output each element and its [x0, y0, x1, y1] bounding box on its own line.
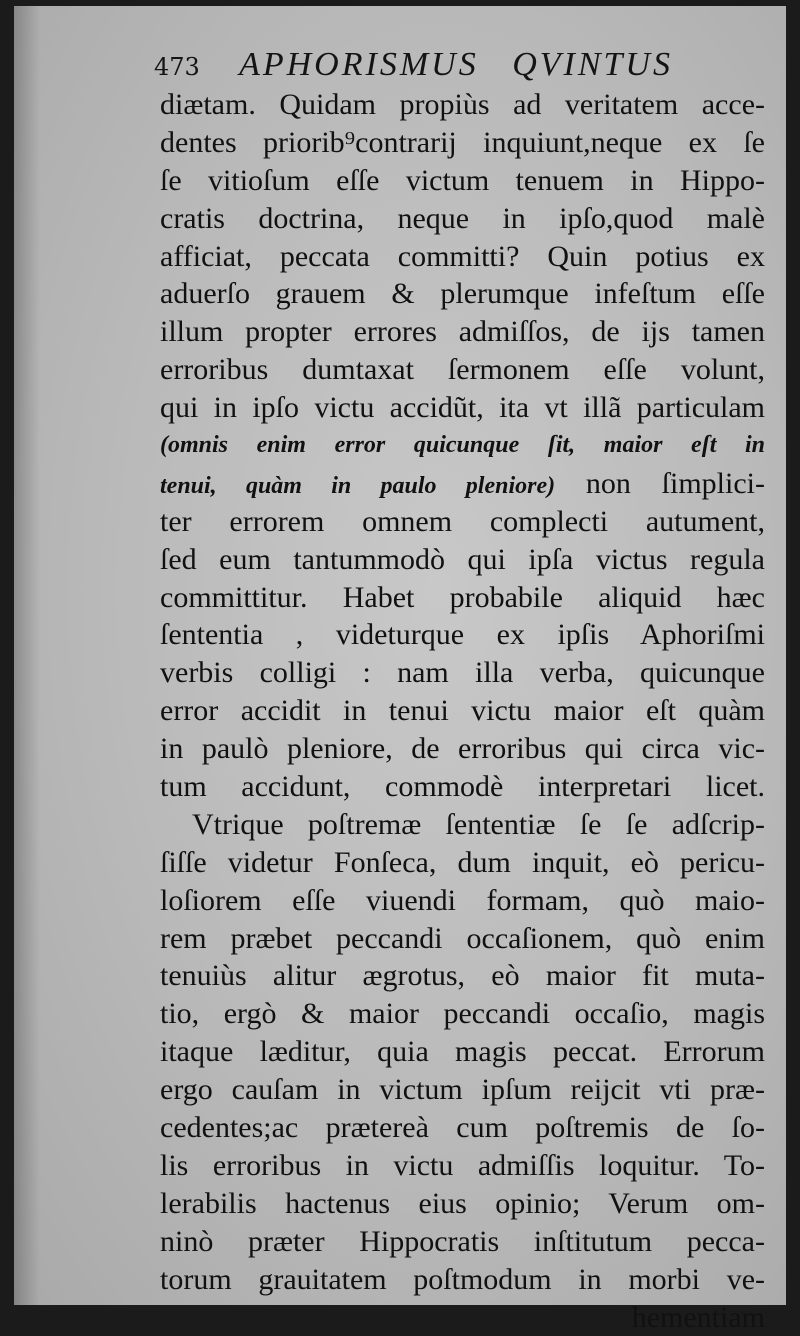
text-line: loſiorem eſſe viuendi formam, quò maio- — [160, 882, 765, 920]
text-line: in paulò pleniore, de erroribus qui circa vic- — [160, 730, 765, 768]
page-number: 473 — [154, 53, 234, 81]
text-line: ſententia , videturque ex ipſis Aphoriſmi — [160, 616, 765, 654]
text-line: error accidit in tenui victu maior eſt quàm — [160, 692, 765, 730]
text-line: ſed eum tantummodò qui ipſa victus regula — [160, 541, 765, 579]
text-line-tail: non ſimplici- — [586, 467, 765, 500]
text-line: ergo cauſam in victum ipſum reijcit vti præ- — [160, 1071, 765, 1109]
text-line: committitur. Habet probabile aliquid hæc — [160, 579, 765, 617]
text-line: rem præbet peccandi occaſionem, quò enim — [160, 920, 765, 958]
running-head — [154, 46, 673, 90]
text-line: erroribus dumtaxat ſermonem eſſe volunt, — [160, 351, 765, 389]
text-line: torum grauitatem poſtmodum in morbi ve- — [160, 1261, 765, 1299]
text-line: afficiat, peccata committi? Quin potius ex — [160, 238, 765, 276]
quoted-aphorism: tenui, quàm in paulo pleniore) — [160, 473, 555, 499]
text-line: tum accidunt, commodè interpretari licet. — [160, 768, 765, 806]
text-line: dentes priorib⁹contrarij inquiunt,neque ex ſe — [160, 124, 765, 162]
paragraph-start-line: Vtrique poſtremæ ſententiæ ſe ſe adſcrip- — [160, 806, 765, 844]
running-title: APHORISMUS QVINTUS — [239, 46, 673, 84]
text-line: cratis doctrina, neque in ipſo,quod malè — [160, 200, 765, 238]
text-line: cedentes;ac prætereà cum poſtremis de ſo- — [160, 1109, 765, 1147]
text-line: ninò præter Hippocratis inſtitutum pecca- — [160, 1223, 765, 1261]
text-line: lerabilis hactenus eius opinio; Verum om- — [160, 1185, 765, 1223]
text-line: diætam. Quidam propiùs ad veritatem acce- — [160, 86, 765, 124]
text-line-italic: (omnis enim error quicunque ſit, maior eſt in — [160, 427, 765, 465]
text-line: verbis colligi : nam illa verba, quicunque — [160, 654, 765, 692]
text-line-mixed — [160, 465, 765, 503]
book-page — [14, 6, 786, 1305]
text-line: tenuiùs alitur ægrotus, eò maior fit muta- — [160, 957, 765, 995]
text-line: aduerſo grauem & plerumque infeſtum eſſe — [160, 275, 765, 313]
catchword-line: hementiam — [160, 1299, 765, 1336]
text-line: tio, ergò & maior peccandi occaſio, magis — [160, 995, 765, 1033]
body-text — [160, 86, 765, 1336]
text-line: lis erroribus in victu admiſſis loquitur. To- — [160, 1147, 765, 1185]
text-line: illum propter errores admiſſos, de ijs tamen — [160, 313, 765, 351]
text-line: ſe vitioſum eſſe victum tenuem in Hippo- — [160, 162, 765, 200]
text-line: ter errorem omnem complecti autument, — [160, 503, 765, 541]
gutter-shadow — [14, 6, 40, 1305]
text-line: qui in ipſo victu accidũt, ita vt illã particulam — [160, 389, 765, 427]
text-line: ſiſſe videtur Fonſeca, dum inquit, eò pericu- — [160, 844, 765, 882]
text-line: itaque læditur, quia magis peccat. Errorum — [160, 1033, 765, 1071]
